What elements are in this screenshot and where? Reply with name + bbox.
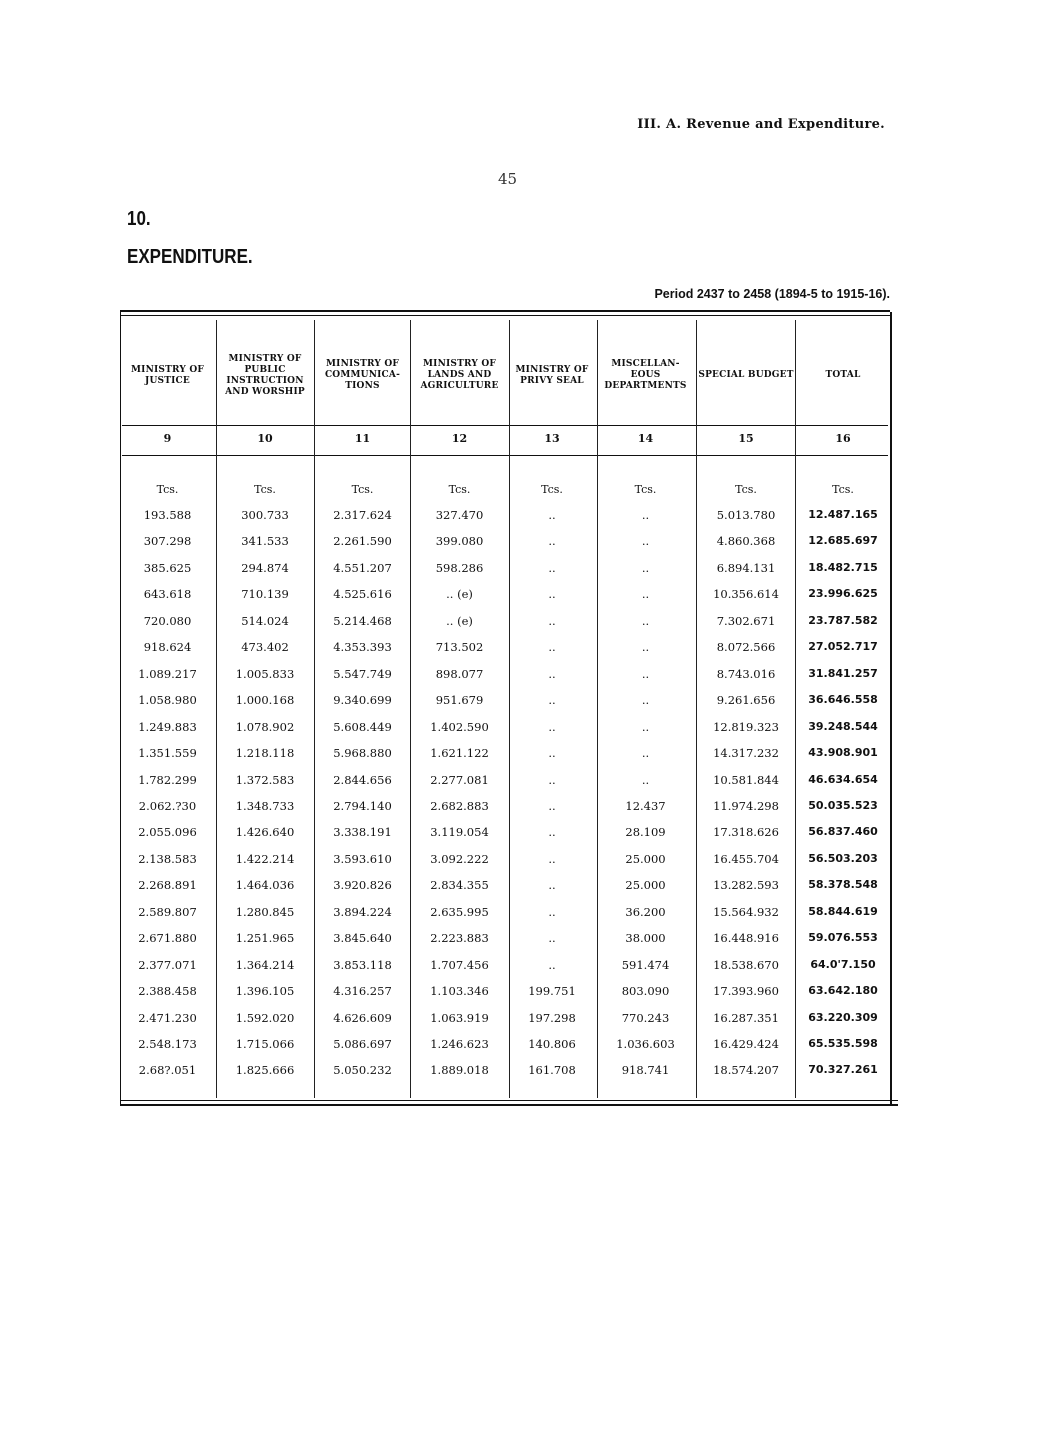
table-cell: 5.013.780: [716, 508, 776, 522]
table-cell: 10.356.614: [713, 587, 779, 601]
column-header: SPECIAL BUDGET: [698, 370, 794, 380]
table-cell: 2.548.173: [138, 1037, 197, 1051]
table-cell: ..: [548, 508, 556, 522]
table-cell: ..: [548, 614, 556, 628]
table-cell: 18.482.715: [808, 561, 878, 574]
table-cell: 1.036.603: [616, 1037, 675, 1051]
table-cell: 50.035.523: [808, 799, 878, 812]
table-cell: ..: [641, 561, 650, 575]
table-cell: 294.874: [241, 561, 289, 575]
table-row: [0, 1063, 1040, 1089]
table-cell: 16.455.704: [713, 852, 779, 866]
table-cell: 64.0'7.150: [810, 958, 876, 971]
table-cell: 23.996.625: [808, 587, 878, 600]
table-cell: 63.220.309: [808, 1011, 878, 1024]
column-header: MINISTRY OF PRIVY SEAL: [515, 364, 589, 386]
table-cell: 1.621.122: [430, 746, 489, 760]
table-cell: ..: [641, 693, 650, 707]
table-row: [0, 799, 1040, 825]
table-row: [0, 640, 1040, 666]
unit-label: Tcs.: [634, 483, 657, 496]
table-cell: 36.646.558: [808, 693, 878, 706]
table-cell: 1.103.346: [430, 984, 489, 998]
table-cell: 3.338.191: [333, 825, 392, 839]
table-row: [0, 720, 1040, 746]
table-cell: 3.119.054: [430, 825, 489, 839]
table-row: [0, 852, 1040, 878]
table-row: [0, 773, 1040, 799]
table-cell: 70.327.261: [808, 1063, 878, 1076]
table-cell: 720.080: [143, 614, 192, 628]
table-cell: 6.894.131: [716, 561, 776, 575]
table-cell: ..: [548, 958, 556, 972]
table-title: EXPENDITURE.: [127, 246, 253, 268]
table-cell: 307.298: [143, 534, 192, 548]
table-cell: 2.635.995: [430, 905, 489, 919]
table-cell: 327.470: [435, 508, 484, 522]
table-cell: 2.377.071: [138, 958, 197, 972]
table-cell: 918.624: [143, 640, 192, 654]
table-cell: 18.574.207: [713, 1063, 779, 1077]
table-cell: 8.743.016: [716, 667, 776, 681]
table-cell: 1.592.020: [235, 1011, 295, 1025]
table-cell: 1.372.583: [235, 773, 295, 787]
column-header: MINISTRY OF LANDS AND AGRICULTURE: [420, 359, 499, 391]
table-cell: 16.429.424: [713, 1037, 779, 1051]
table-cell: 710.139: [241, 587, 289, 601]
table-cell: 1.396.105: [235, 984, 295, 998]
table-cell: 341.533: [241, 534, 289, 548]
table-cell: 5.608.449: [333, 720, 392, 734]
column-separator: [314, 320, 315, 1098]
table-cell: ..: [548, 931, 556, 945]
unit-label: Tcs.: [156, 483, 179, 496]
table-cell: 598.286: [435, 561, 484, 575]
table-cell: 2.261.590: [333, 534, 392, 548]
table-cell: 2.589.807: [138, 905, 197, 919]
table-cell: 43.908.901: [808, 746, 878, 759]
table-cell: 197.298: [528, 1011, 576, 1025]
table-cell: 12.685.697: [808, 534, 878, 547]
table-cell: ..: [548, 693, 556, 707]
column-separator: [597, 320, 598, 1098]
table-cell: 12.487.165: [808, 508, 878, 521]
table-row: [0, 1037, 1040, 1063]
table-cell: 56.837.460: [808, 825, 878, 838]
period-caption: Period 2437 to 2458 (1894-5 to 1915-16).: [654, 287, 890, 301]
table-row: [0, 1011, 1040, 1037]
table-cell: 399.080: [435, 534, 484, 548]
table-cell: 2.68?.051: [138, 1063, 197, 1077]
table-cell: 1.063.919: [430, 1011, 489, 1025]
table-cell: 1.348.733: [235, 799, 295, 813]
table-cell: ..: [548, 746, 556, 760]
table-cell: 2.844.656: [333, 773, 392, 787]
table-cell: 1.402.590: [430, 720, 489, 734]
table-rule: [122, 455, 888, 456]
column-separator: [696, 320, 697, 1098]
table-cell: 2.682.883: [430, 799, 489, 813]
table-cell: 59.076.553: [808, 931, 878, 944]
table-cell: 2.055.096: [138, 825, 197, 839]
table-cell: 161.708: [528, 1063, 576, 1077]
table-cell: 1.422.214: [235, 852, 295, 866]
table-row: [0, 746, 1040, 772]
table-cell: 27.052.717: [808, 640, 878, 653]
column-number: 12: [451, 432, 468, 445]
table-row: [0, 561, 1040, 587]
table-cell: ..: [641, 614, 650, 628]
table-cell: 193.588: [143, 508, 192, 522]
table-cell: 28.109: [625, 825, 666, 839]
table-cell: ..: [641, 720, 650, 734]
table-cell: 5.214.468: [333, 614, 392, 628]
table-rule: [120, 315, 890, 316]
table-cell: ..: [641, 667, 650, 681]
table-cell: ..: [641, 773, 650, 787]
table-cell: 4.860.368: [716, 534, 776, 548]
table-cell: 2.268.891: [138, 878, 197, 892]
table-cell: 65.535.598: [808, 1037, 878, 1050]
table-cell: 11.974.298: [713, 799, 779, 813]
table-cell: 38.000: [625, 931, 666, 945]
column-number: 15: [738, 432, 754, 445]
table-cell: 3.593.610: [333, 852, 392, 866]
table-cell: ..: [641, 640, 650, 654]
unit-label: Tcs.: [448, 483, 471, 496]
table-cell: 385.625: [143, 561, 192, 575]
table-cell: ..: [641, 534, 650, 548]
table-cell: 473.402: [241, 640, 289, 654]
table-cell: 643.618: [143, 587, 192, 601]
column-header: MINISTRY OF COMMUNICA-TIONS: [324, 359, 401, 391]
table-cell: 951.679: [435, 693, 484, 707]
column-header: MISCELLAN-EOUS DEPARTMENTS: [604, 359, 687, 391]
table-cell: 10.581.844: [713, 773, 779, 787]
table-cell: 1.707.456: [430, 958, 489, 972]
table-cell: 1.000.168: [235, 693, 295, 707]
table-cell: 23.787.582: [808, 614, 878, 627]
table-cell: ..: [548, 667, 556, 681]
table-cell: 514.024: [241, 614, 289, 628]
unit-label: Tcs.: [832, 483, 854, 496]
table-cell: 2.794.140: [333, 799, 392, 813]
table-cell: 39.248.544: [808, 720, 878, 733]
table-rule: [120, 1100, 898, 1101]
column-separator: [509, 320, 510, 1098]
table-cell: 1.005.833: [235, 667, 295, 681]
table-cell: 36.200: [625, 905, 666, 919]
table-cell: 4.626.609: [333, 1011, 392, 1025]
unit-label: Tcs.: [254, 483, 276, 496]
table-cell: 1.889.018: [430, 1063, 489, 1077]
section-header: III. A. Revenue and Expenditure.: [637, 117, 885, 132]
table-cell: 4.316.257: [333, 984, 392, 998]
table-cell: 3.920.826: [333, 878, 392, 892]
table-cell: 58.378.548: [808, 878, 878, 891]
column-separator: [216, 320, 217, 1098]
table-cell: ..: [641, 508, 650, 522]
table-cell: ..: [548, 534, 556, 548]
table-row: [0, 931, 1040, 957]
table-cell: ..: [548, 905, 556, 919]
column-number: 11: [354, 432, 371, 445]
table-cell: 14.317.232: [713, 746, 779, 760]
table-cell: 56.503.203: [808, 852, 878, 865]
table-row: [0, 667, 1040, 693]
column-separator: [795, 320, 796, 1098]
table-cell: 1.351.559: [138, 746, 197, 760]
table-cell: 1.249.883: [138, 720, 197, 734]
table-row: [0, 693, 1040, 719]
column-header: MINISTRY OF PUBLIC INSTRUCTION AND WORSHIP: [225, 353, 305, 397]
table-cell: 5.050.232: [333, 1063, 392, 1077]
table-cell: 13.282.593: [713, 878, 779, 892]
table-cell: 1.715.066: [235, 1037, 295, 1051]
table-number: 10.: [127, 208, 151, 230]
table-cell: ..: [548, 561, 556, 575]
table-row: [0, 534, 1040, 560]
table-cell: 9.340.699: [333, 693, 392, 707]
page-number: 45: [498, 170, 518, 188]
table-row: [0, 825, 1040, 851]
table-row: [0, 984, 1040, 1010]
table-cell: 7.302.671: [716, 614, 776, 628]
table-cell: 770.243: [621, 1011, 670, 1025]
table-rule: [120, 1104, 898, 1106]
table-cell: 1.078.902: [235, 720, 295, 734]
table-cell: .. (e): [446, 614, 473, 628]
table-cell: 17.318.626: [713, 825, 779, 839]
unit-label: Tcs.: [541, 483, 563, 496]
table-row: [0, 614, 1040, 640]
table-cell: 898.077: [435, 667, 484, 681]
table-cell: 25.000: [625, 878, 666, 892]
table-cell: ..: [548, 587, 556, 601]
table-cell: 4.551.207: [333, 561, 392, 575]
table-cell: 2.223.883: [430, 931, 489, 945]
table-cell: 1.464.036: [235, 878, 295, 892]
column-number: 14: [637, 432, 654, 445]
unit-label: Tcs.: [735, 483, 757, 496]
table-cell: ..: [548, 773, 556, 787]
table-cell: 1.426.640: [235, 825, 295, 839]
column-number: 9: [163, 432, 172, 445]
table-cell: 2.317.624: [333, 508, 392, 522]
table-rule: [122, 425, 888, 426]
table-cell: 713.502: [435, 640, 484, 654]
column-header: MINISTRY OF JUSTICE: [131, 364, 204, 386]
unit-label: Tcs.: [351, 483, 374, 496]
table-cell: 12.819.323: [713, 720, 779, 734]
table-cell: 5.968.880: [333, 746, 392, 760]
table-cell: 591.474: [621, 958, 670, 972]
table-cell: 31.841.257: [808, 667, 878, 680]
table-cell: 1.218.118: [235, 746, 295, 760]
table-cell: 1.246.623: [430, 1037, 489, 1051]
table-cell: 5.086.697: [333, 1037, 392, 1051]
table-cell: 2.471.230: [138, 1011, 197, 1025]
table-cell: 63.642.180: [808, 984, 878, 997]
table-cell: 2.834.355: [430, 878, 489, 892]
table-cell: ..: [548, 852, 556, 866]
column-number: 13: [544, 432, 560, 445]
table-cell: ..: [548, 878, 556, 892]
table-cell: 17.393.960: [713, 984, 779, 998]
table-cell: ..: [548, 720, 556, 734]
table-cell: 18.538.670: [713, 958, 779, 972]
table-cell: 3.845.640: [333, 931, 392, 945]
table-cell: 1.825.666: [235, 1063, 295, 1077]
table-cell: ..: [548, 825, 556, 839]
table-row: [0, 508, 1040, 534]
table-cell: 4.353.393: [333, 640, 392, 654]
table-cell: 2.277.081: [430, 773, 489, 787]
table-cell: 3.092.222: [430, 852, 489, 866]
column-number: 10: [257, 432, 273, 445]
table-cell: 3.853.118: [333, 958, 392, 972]
table-cell: .. (e): [446, 587, 473, 601]
column-separator: [410, 320, 411, 1098]
table-cell: 16.287.351: [713, 1011, 779, 1025]
column-number: 16: [835, 432, 851, 445]
table-cell: 46.634.654: [808, 773, 878, 786]
table-cell: 1.251.965: [235, 931, 295, 945]
table-row: [0, 958, 1040, 984]
table-row: [0, 587, 1040, 613]
table-cell: 58.844.619: [808, 905, 878, 918]
table-cell: ..: [641, 746, 650, 760]
table-cell: 15.564.932: [713, 905, 779, 919]
table-row: [0, 878, 1040, 904]
table-cell: 199.751: [528, 984, 576, 998]
table-cell: 2.388.458: [138, 984, 197, 998]
table-cell: 1.364.214: [235, 958, 295, 972]
table-cell: 8.072.566: [716, 640, 776, 654]
column-header: TOTAL: [825, 370, 861, 380]
table-cell: 2.138.583: [138, 852, 197, 866]
table-cell: 1.782.299: [138, 773, 197, 787]
table-cell: 2.671.880: [138, 931, 197, 945]
table-cell: 25.000: [625, 852, 666, 866]
table-cell: 2.062.?30: [138, 799, 197, 813]
table-rule: [120, 310, 890, 312]
table-cell: 140.806: [528, 1037, 576, 1051]
table-cell: 1.280.845: [235, 905, 295, 919]
table-cell: 9.261.656: [716, 693, 776, 707]
table-cell: 803.090: [621, 984, 670, 998]
table-cell: 1.089.217: [138, 667, 197, 681]
table-cell: 300.733: [241, 508, 289, 522]
table-row: [0, 905, 1040, 931]
table-cell: 12.437: [625, 799, 666, 813]
table-cell: 3.894.224: [333, 905, 392, 919]
table-cell: 4.525.616: [333, 587, 392, 601]
table-cell: 16.448.916: [713, 931, 779, 945]
table-cell: 1.058.980: [138, 693, 197, 707]
table-cell: ..: [548, 799, 556, 813]
table-cell: 5.547.749: [333, 667, 392, 681]
table-cell: ..: [548, 640, 556, 654]
table-cell: ..: [641, 587, 650, 601]
table-cell: 918.741: [621, 1063, 670, 1077]
